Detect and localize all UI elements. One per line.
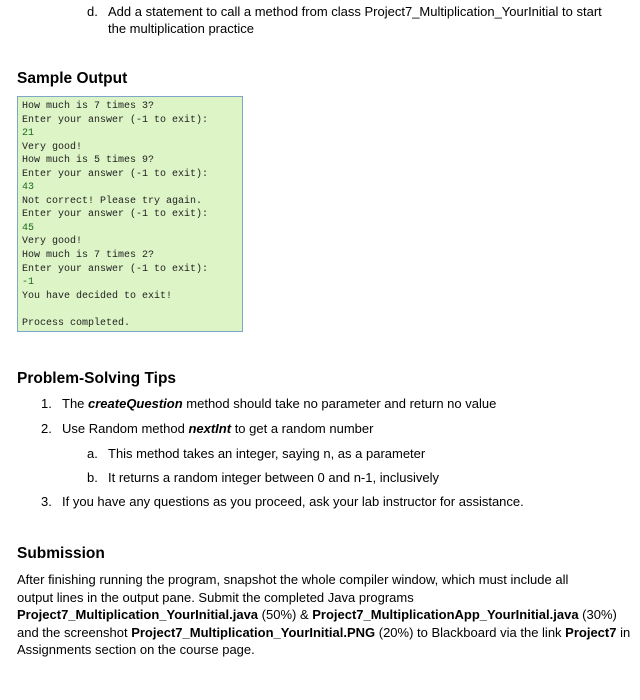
tips-subitem-text: This method takes an integer, saying n, as a parameter	[108, 446, 426, 461]
list-number: 2.	[41, 421, 52, 436]
text-run: method should take no parameter and return no value	[182, 396, 497, 411]
filename: Project7_MultiplicationApp_YourInitial.java	[312, 607, 579, 622]
console-output	[17, 96, 243, 332]
console-line: You have decided to exit!	[22, 290, 173, 302]
tips-item-text	[62, 396, 496, 411]
tips-item-text: If you have any questions as you proceed, ask your lab instructor for assistance.	[62, 494, 524, 509]
list-letter: a.	[87, 446, 98, 461]
filename: Project7_Multiplication_YourInitial.java	[17, 607, 259, 622]
text-run: and the screenshot	[17, 624, 132, 640]
console-status: Process completed.	[22, 317, 131, 329]
submission-line	[17, 624, 632, 642]
console-line: How much is 5 times 9?	[22, 155, 155, 167]
instruction-item-d	[0, 0, 640, 40]
filename: Project7_Multiplication_YourInitial.PNG	[131, 624, 376, 640]
sample-output-heading: Sample Output	[17, 70, 128, 87]
console-line: How much is 7 times 3?	[22, 101, 155, 112]
submission-line: Assignments section on the course page.	[17, 642, 255, 657]
item-d-line1: Add a statement to call a method from class Project7_Multiplication_YourInitial to start	[108, 4, 602, 19]
list-letter: b.	[87, 470, 98, 485]
tips-item-2a	[0, 446, 640, 464]
text-run: The	[62, 396, 89, 411]
text-run: to get a random number	[231, 421, 374, 436]
console-line: Enter your answer (-1 to exit):	[22, 168, 209, 180]
console-line: Enter your answer (-1 to exit):	[22, 209, 209, 221]
submission-paragraph	[17, 571, 632, 659]
console-input: 43	[22, 182, 35, 194]
link-name: Project7	[565, 624, 617, 640]
text-run: in	[616, 624, 631, 640]
item-d-line2: the multiplication practice	[108, 21, 254, 36]
console-line: Very good!	[22, 141, 83, 153]
tips-item-2b	[0, 470, 640, 488]
console-line: Very good!	[22, 236, 83, 248]
submission-line: After finishing running the program, snapshot the whole compiler window, which must include all	[17, 572, 569, 587]
submission-heading: Submission	[17, 545, 105, 562]
text-run: (30%)	[578, 607, 617, 622]
submission-line: output lines in the output pane. Submit the completed Java programs	[17, 589, 414, 605]
tips-item-1	[0, 396, 640, 414]
console-input: -1	[22, 277, 35, 289]
method-name: nextInt	[188, 421, 232, 436]
tips-item-2	[0, 421, 640, 439]
console-line: Enter your answer (-1 to exit):	[22, 114, 209, 126]
console-line: Not correct! Please try again.	[22, 195, 203, 207]
tips-item-text	[62, 421, 373, 436]
console-input: 21	[22, 128, 35, 140]
item-marker: d.	[87, 4, 98, 19]
list-number: 1.	[41, 396, 52, 411]
console-line: Enter your answer (-1 to exit):	[22, 263, 209, 275]
console-input: 45	[22, 222, 35, 234]
console-blank-line	[22, 303, 242, 317]
tips-item-3	[0, 494, 640, 512]
tips-subitem-text: It returns a random integer between 0 and n-1, inclusively	[108, 470, 439, 485]
list-number: 3.	[41, 494, 52, 509]
tips-heading: Problem-Solving Tips	[17, 370, 177, 387]
text-run: Use Random method	[62, 421, 189, 436]
console-line: How much is 7 times 2?	[22, 250, 155, 262]
text-run: (50%) &	[258, 607, 313, 622]
method-name: createQuestion	[88, 396, 183, 411]
submission-line	[17, 606, 632, 624]
text-run: (20%) to Blackboard via the link	[375, 624, 566, 640]
